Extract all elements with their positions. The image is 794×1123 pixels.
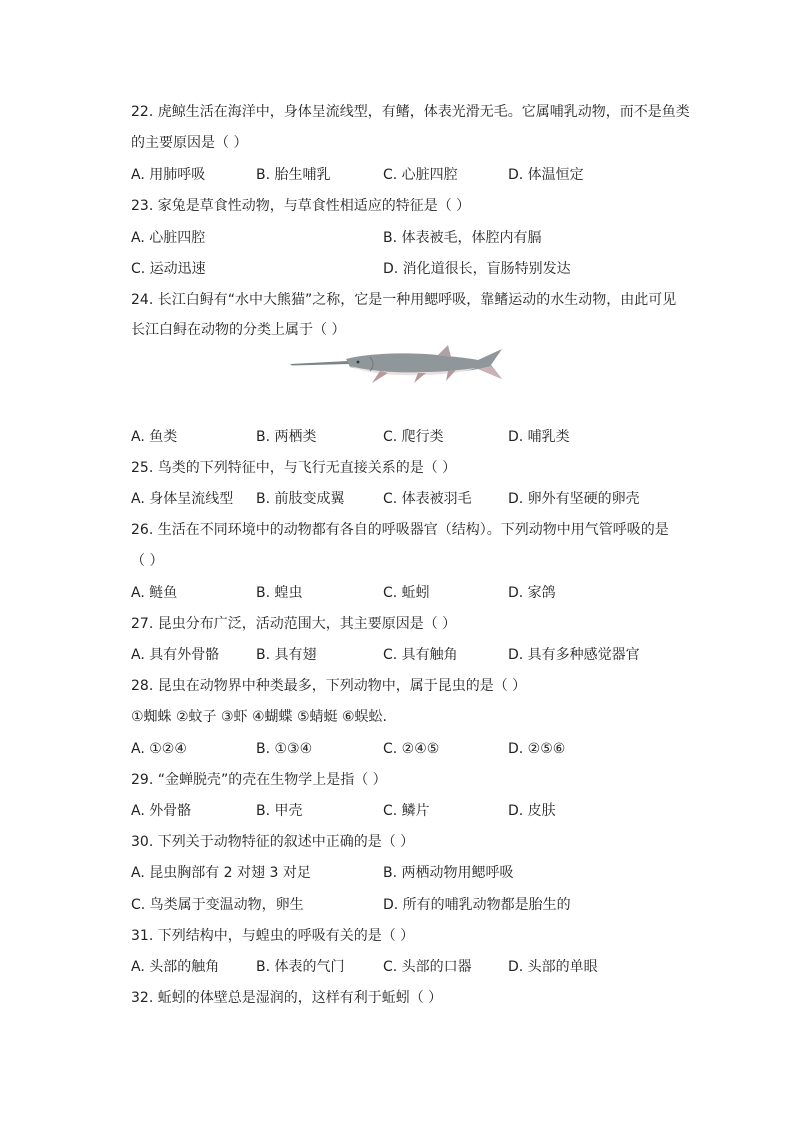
q22-stem-line2: 的主要原因是（ ） bbox=[131, 135, 248, 151]
q26-stem-line1: 26. 生活在不同环境中的动物都有各自的呼吸器官（结构）。下列动物中用气管呼吸的是 bbox=[131, 522, 669, 538]
q24-stem-line2: 长江白鲟在动物的分类上属于（ ） bbox=[131, 322, 346, 338]
q24-option-c[interactable]: C. 爬行类 bbox=[383, 429, 444, 445]
q22-option-b[interactable]: B. 胎生哺乳 bbox=[256, 167, 331, 183]
q30-option-b[interactable]: B. 两栖动物用鳃呼吸 bbox=[383, 865, 514, 881]
q23-option-a[interactable]: A. 心脏四腔 bbox=[131, 230, 206, 246]
q26-option-c[interactable]: C. 蚯蚓 bbox=[383, 585, 430, 601]
q28-items: ①蜘蛛 ②蚊子 ③虾 ④蝴蝶 ⑤蜻蜓 ⑥蜈蚣. bbox=[131, 709, 388, 725]
q27-option-b[interactable]: B. 具有翅 bbox=[256, 647, 317, 663]
q28-option-d[interactable]: D. ②⑤⑥ bbox=[508, 741, 566, 757]
q25-stem: 25. 鸟类的下列特征中，与飞行无直接关系的是（ ） bbox=[131, 460, 457, 476]
q29-option-c[interactable]: C. 鳞片 bbox=[383, 803, 430, 819]
q28-option-a[interactable]: A. ①②④ bbox=[131, 741, 187, 757]
paddlefish-illustration bbox=[288, 345, 506, 389]
q31-option-d[interactable]: D. 头部的单眼 bbox=[508, 959, 598, 975]
q26-option-b[interactable]: B. 蝗虫 bbox=[256, 585, 303, 601]
q28-option-c[interactable]: C. ②④⑤ bbox=[383, 741, 440, 757]
q25-option-d[interactable]: D. 卵外有坚硬的卵壳 bbox=[508, 491, 640, 507]
q23-option-c[interactable]: C. 运动迅速 bbox=[131, 261, 206, 277]
q31-stem: 31. 下列结构中，与蝗虫的呼吸有关的是（ ） bbox=[131, 928, 415, 944]
q26-option-a[interactable]: A. 鲢鱼 bbox=[131, 585, 178, 601]
q27-option-c[interactable]: C. 具有触角 bbox=[383, 647, 458, 663]
q22-option-a[interactable]: A. 用肺呼吸 bbox=[131, 167, 206, 183]
q32-stem: 32. 蚯蚓的体壁总是湿润的，这样有利于蚯蚓（ ） bbox=[131, 990, 443, 1006]
q29-option-b[interactable]: B. 甲壳 bbox=[256, 803, 303, 819]
q26-stem-line2: （ ） bbox=[131, 553, 164, 569]
q22-stem-line1: 22. 虎鲸生活在海洋中，身体呈流线型，有鳍，体表光滑无毛。它属哺乳动物，而不是鱼类 bbox=[131, 104, 690, 120]
q30-stem: 30. 下列关于动物特征的叙述中正确的是（ ） bbox=[131, 834, 415, 850]
q25-option-b[interactable]: B. 前肢变成翼 bbox=[256, 491, 345, 507]
q27-option-a[interactable]: A. 具有外骨骼 bbox=[131, 647, 220, 663]
q25-option-a[interactable]: A. 身体呈流线型 bbox=[131, 491, 234, 507]
q27-stem: 27. 昆虫分布广泛，活动范围大，其主要原因是（ ） bbox=[131, 616, 457, 632]
q31-option-c[interactable]: C. 头部的口器 bbox=[383, 959, 472, 975]
q31-option-a[interactable]: A. 头部的触角 bbox=[131, 959, 220, 975]
q24-option-a[interactable]: A. 鱼类 bbox=[131, 429, 178, 445]
q23-option-d[interactable]: D. 消化道很长，盲肠特别发达 bbox=[383, 261, 571, 277]
q22-option-d[interactable]: D. 体温恒定 bbox=[508, 167, 584, 183]
q23-stem: 23. 家兔是草食性动物，与草食性相适应的特征是（ ） bbox=[131, 198, 471, 214]
q28-option-b[interactable]: B. ①③④ bbox=[256, 741, 313, 757]
q25-option-c[interactable]: C. 体表被羽毛 bbox=[383, 491, 472, 507]
q24-option-d[interactable]: D. 哺乳类 bbox=[508, 429, 570, 445]
q27-option-d[interactable]: D. 具有多种感觉器官 bbox=[508, 647, 640, 663]
q29-stem: 29. “金蝉脱壳”的壳在生物学上是指（ ） bbox=[131, 772, 387, 788]
q31-option-b[interactable]: B. 体表的气门 bbox=[256, 959, 345, 975]
q29-option-d[interactable]: D. 皮肤 bbox=[508, 803, 556, 819]
q24-option-b[interactable]: B. 两栖类 bbox=[256, 429, 317, 445]
q30-option-d[interactable]: D. 所有的哺乳动物都是胎生的 bbox=[383, 897, 571, 913]
q30-option-c[interactable]: C. 鸟类属于变温动物，卵生 bbox=[131, 897, 304, 913]
q22-option-c[interactable]: C. 心脏四腔 bbox=[383, 167, 458, 183]
q29-option-a[interactable]: A. 外骨骼 bbox=[131, 803, 192, 819]
q28-stem: 28. 昆虫在动物界中种类最多，下列动物中，属于昆虫的是（ ） bbox=[131, 678, 527, 694]
q30-option-a[interactable]: A. 昆虫胸部有 2 对翅 3 对足 bbox=[131, 865, 311, 881]
q24-stem-line1: 24. 长江白鲟有“水中大熊猫”之称，它是一种用鳃呼吸，靠鳍运动的水生动物，由此可见 bbox=[131, 292, 677, 308]
q23-option-b[interactable]: B. 体表被毛，体腔内有膈 bbox=[383, 230, 542, 246]
q26-option-d[interactable]: D. 家鸽 bbox=[508, 585, 556, 601]
